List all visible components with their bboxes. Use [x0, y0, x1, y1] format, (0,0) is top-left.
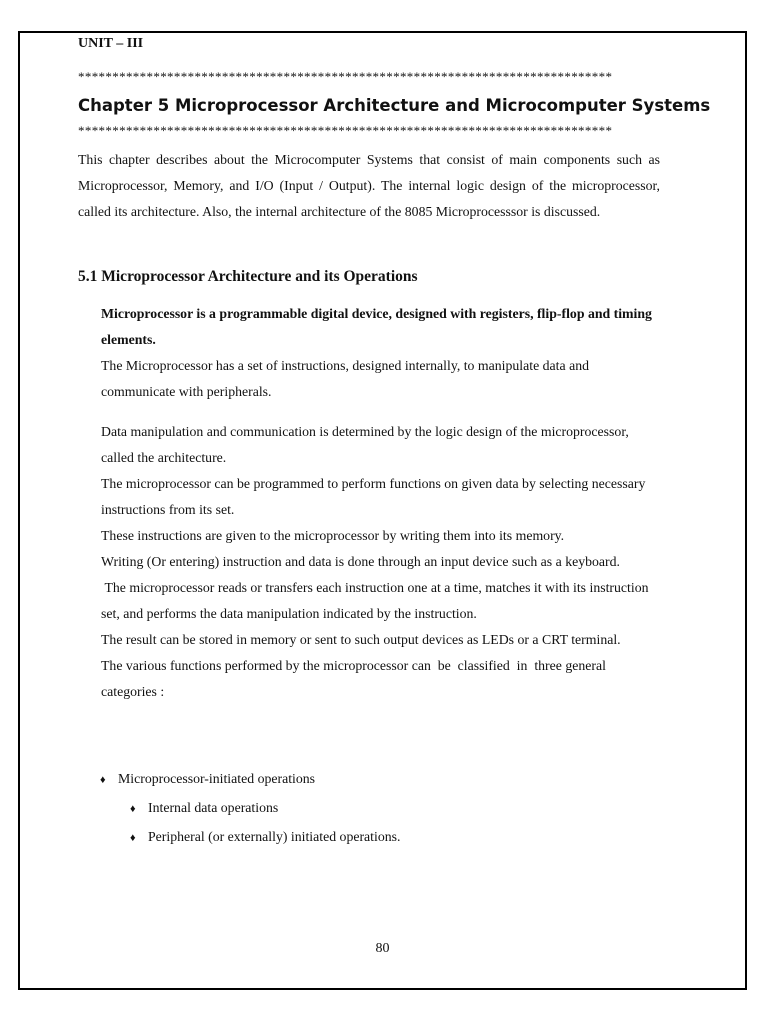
intro-text: This chapter describes about the Microcomputer Systems that consist of main components such as Microprocessor, Memory, and I/O (Input / Output). The internal logic design of the microprocessor, called its architecture. Also, the internal architecture of the 8085 Microprocesssor is discussed.	[78, 152, 660, 219]
bullet-text: Peripheral (or externally) initiated operations.	[148, 829, 401, 844]
section-heading: 5.1 Microprocessor Architecture and its Operations	[78, 268, 418, 285]
body-paragraph: Writing (Or entering) instruction and data is done through an input device such as a keyboard.	[101, 554, 620, 569]
bullet-item	[130, 827, 400, 848]
paragraph-1: The Microprocessor has a set of instructions, designed internally, to manipulate data and communicate with peripherals.	[101, 358, 589, 399]
chapter-title: Chapter 5 Microprocessor Architecture and Microcomputer Systems	[78, 96, 711, 115]
bullet-item	[100, 769, 315, 790]
diamond-bullet-icon: ♦	[130, 803, 136, 815]
intro-paragraph	[78, 147, 660, 225]
separator-top: ******************************************************************************	[78, 70, 613, 84]
diamond-bullet-icon: ♦	[100, 774, 106, 786]
diamond-bullet-icon: ♦	[130, 832, 136, 844]
document-page	[18, 31, 747, 990]
bullet-item	[130, 798, 278, 819]
body-paragraph: These instructions are given to the microprocessor by writing them into its memory.	[101, 528, 565, 543]
body-paragraph: The microprocessor can be programmed to perform functions on given data by selecting necessary instructions from its set.	[101, 476, 646, 517]
bullet-text: Microprocessor-initiated operations	[118, 771, 316, 786]
page-number: 80	[375, 941, 390, 956]
body-paragraphs	[101, 419, 661, 705]
body-paragraph: The microprocessor reads or transfers each instruction one at a time, matches it with its instruction set, and performs the data manipulation indicated by the instruction.	[101, 580, 652, 621]
bullet-text: Internal data operations	[148, 800, 279, 815]
body-paragraph: Data manipulation and communication is determined by the logic design of the microprocessor, called the architecture.	[101, 424, 629, 465]
body-paragraph: The result can be stored in memory or sent to such output devices as LEDs or a CRT terminal.	[101, 632, 621, 647]
definition-block	[101, 301, 661, 405]
body-paragraph: The various functions performed by the microprocessor can be classified in three general categories :	[101, 658, 610, 699]
unit-heading: UNIT – III	[78, 36, 144, 51]
separator-bottom: ******************************************************************************	[78, 124, 613, 138]
definition-text: Microprocessor is a programmable digital device, designed with registers, flip-flop and timing elements.	[101, 306, 652, 347]
